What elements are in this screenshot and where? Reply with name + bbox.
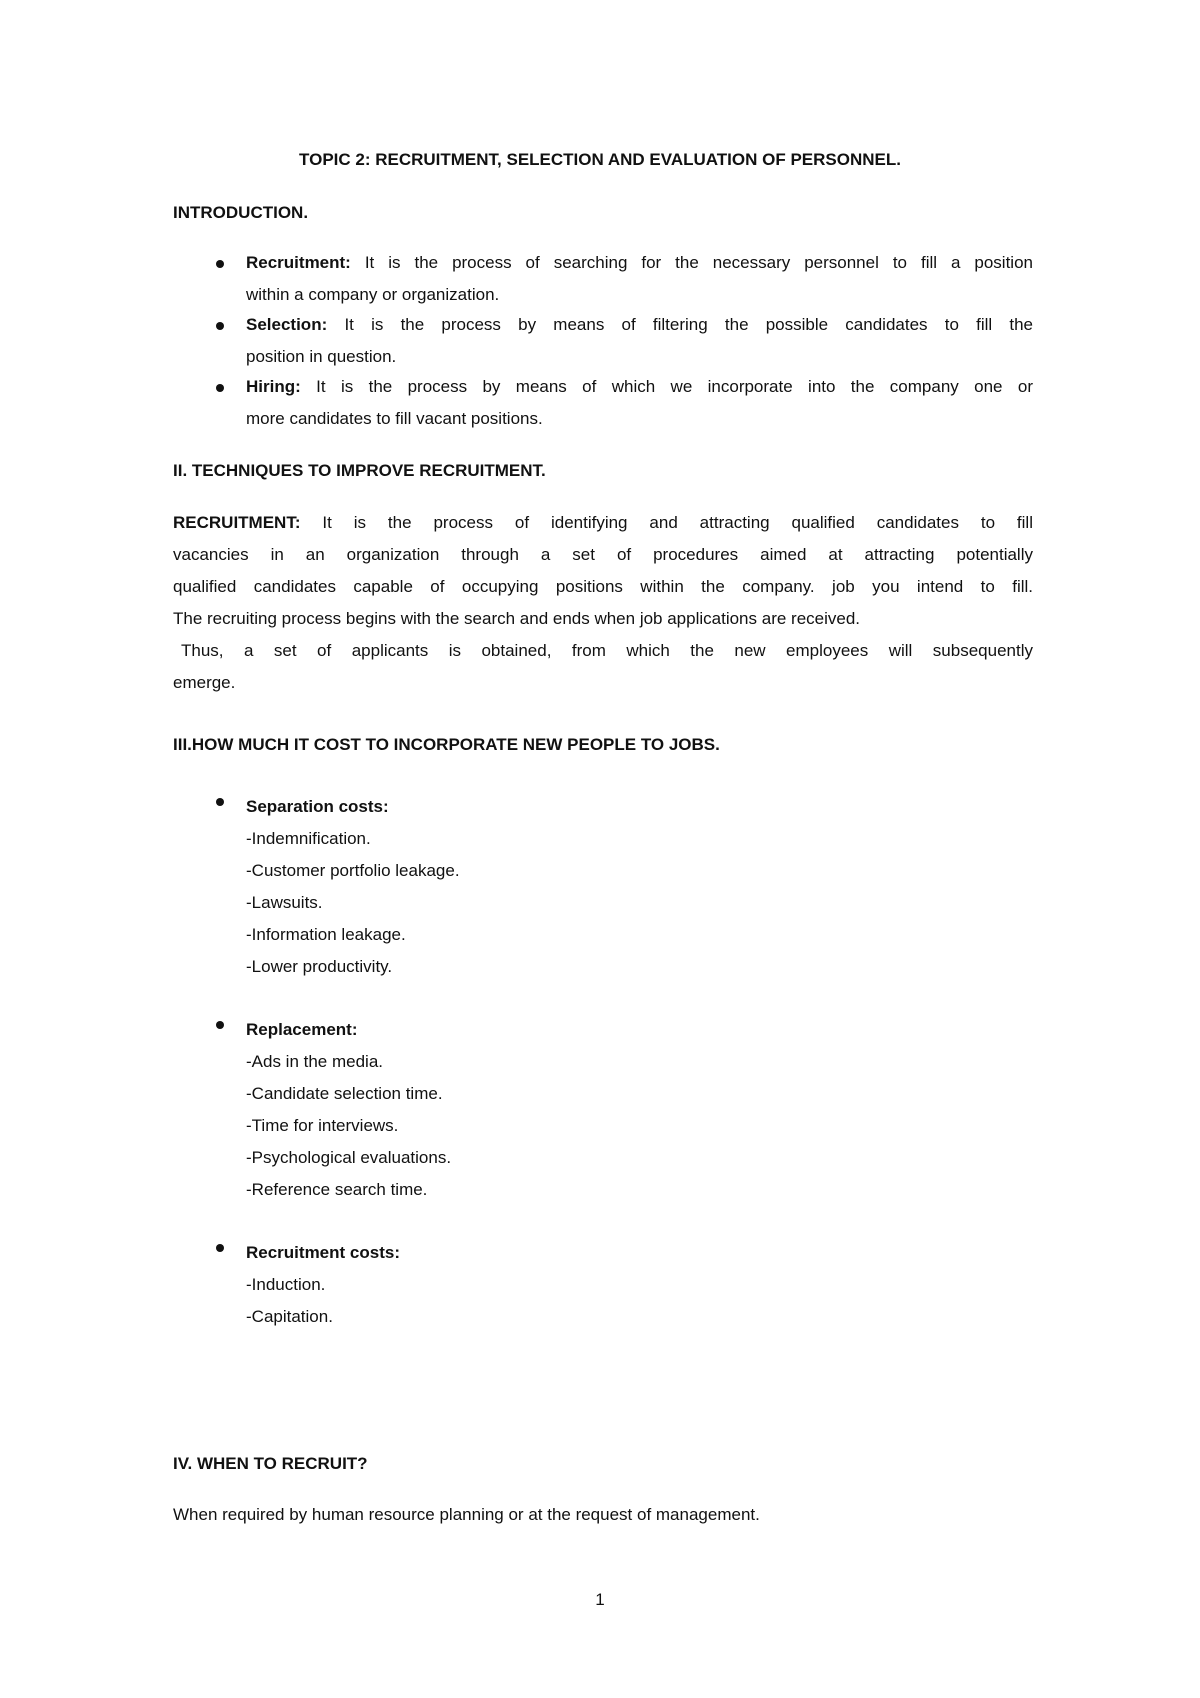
list-item: -Lower productivity. [246,957,393,976]
bullet-icon [216,1244,224,1252]
section4-text: When required by human resource planning or at the request of management. [173,1505,760,1524]
section2-line3: qualified candidates capable of occupying positions within the company. job you intend to fill. [173,577,1033,596]
list-item: -Capitation. [246,1307,333,1326]
separation-costs-title: Separation costs: [246,797,389,816]
bullet-icon [216,384,224,392]
intro-bullet-selection-line1: Selection: It is the process by means of filtering the possible candidates to fill the [246,315,1033,334]
bullet-icon [216,1021,224,1029]
section4-heading: IV. WHEN TO RECRUIT? [173,1454,368,1473]
intro-heading: INTRODUCTION. [173,203,309,222]
intro-bullet-hiring-line2: more candidates to fill vacant positions. [246,409,543,428]
list-item: -Reference search time. [246,1180,428,1199]
list-item: -Lawsuits. [246,893,323,912]
list-item: -Customer portfolio leakage. [246,861,460,880]
section2-heading: II. TECHNIQUES TO IMPROVE RECRUITMENT. [173,461,546,480]
page-number: 1 [595,1590,605,1609]
list-item: -Induction. [246,1275,326,1294]
section2-line6: emerge. [173,673,236,692]
list-item: -Indemnification. [246,829,371,848]
bullet-icon [216,322,224,330]
intro-bullet-selection-line2: position in question. [246,347,397,366]
section2-line2: vacancies in an organization through a set of procedures aimed at attracting potentially [173,545,1033,564]
intro-bullet-recruitment-line2: within a company or organization. [246,285,500,304]
list-item: -Time for interviews. [246,1116,399,1135]
bullet-icon [216,798,224,806]
intro-bullet-recruitment-line1: Recruitment: It is the process of searching for the necessary personnel to fill a position [246,253,1033,272]
list-item: -Candidate selection time. [246,1084,443,1103]
section2-line1: RECRUITMENT: It is the process of identifying and attracting qualified candidates to fill [173,513,1033,532]
intro-bullet-hiring-line1: Hiring: It is the process by means of which we incorporate into the company one or [246,377,1033,396]
recruitment-costs-title: Recruitment costs: [246,1243,400,1262]
section3-heading: III.HOW MUCH IT COST TO INCORPORATE NEW PEOPLE TO JOBS. [173,735,720,754]
section2-line5: Thus, a set of applicants is obtained, from which the new employees will subsequently [181,641,1033,660]
list-item: -Information leakage. [246,925,406,944]
document-title: TOPIC 2: RECRUITMENT, SELECTION AND EVALUATION OF PERSONNEL. [299,150,901,169]
replacement-title: Replacement: [246,1020,358,1039]
list-item: -Ads in the media. [246,1052,384,1071]
section2-line4: The recruiting process begins with the search and ends when job applications are received. [173,609,861,628]
list-item: -Psychological evaluations. [246,1148,452,1167]
bullet-icon [216,260,224,268]
